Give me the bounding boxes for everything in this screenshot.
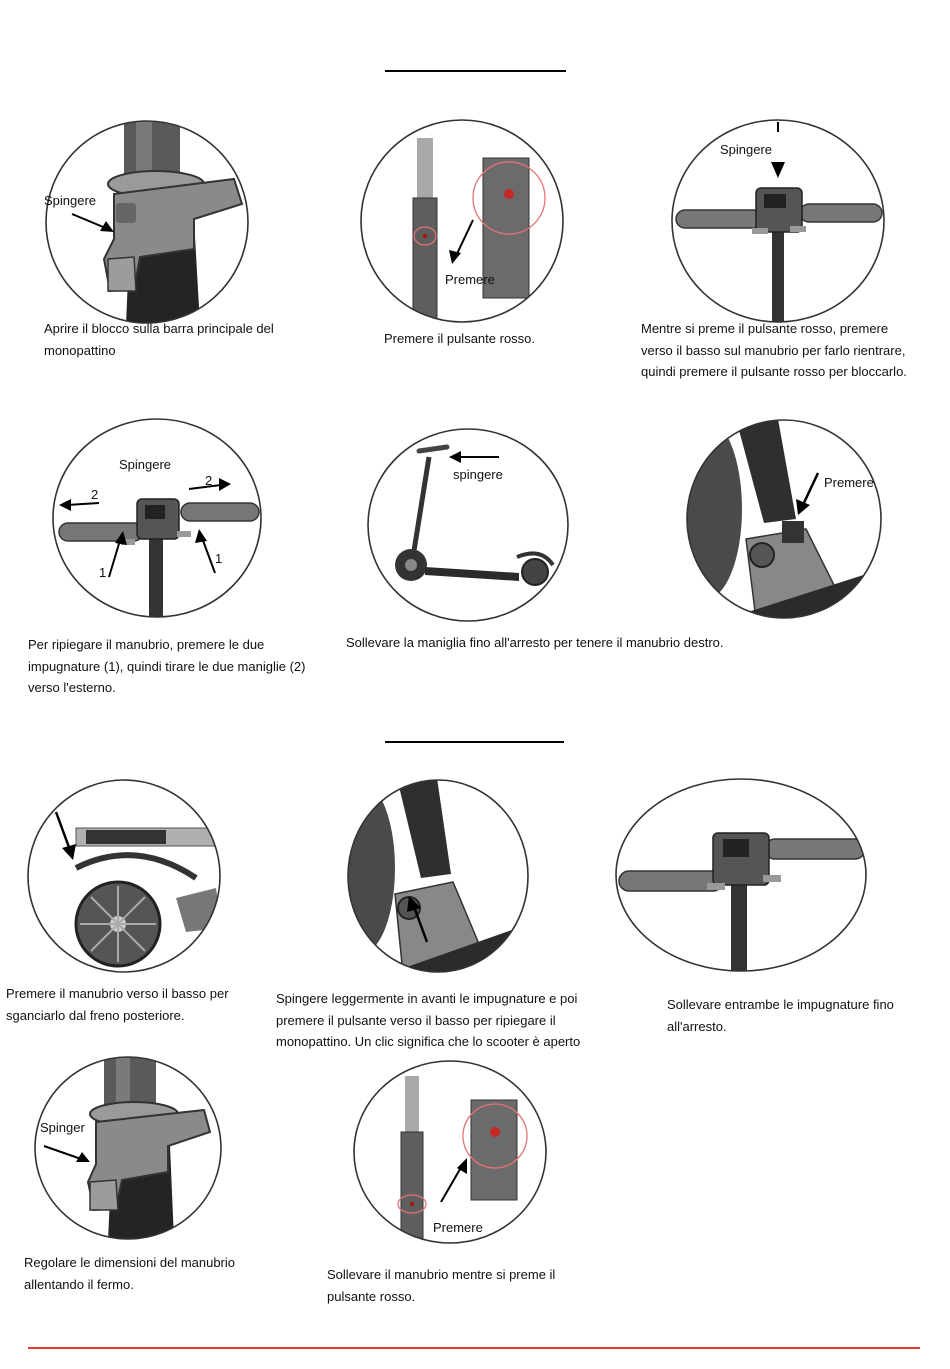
number-2-label: 2 (91, 487, 99, 502)
number-2-label: 2 (205, 473, 213, 488)
grips-illustration (51, 417, 263, 619)
caption-press-red-button: Premere il pulsante rosso. (384, 331, 536, 346)
figure-open-lock (44, 119, 250, 325)
figure-fold-grips (51, 417, 263, 619)
stem-illustration (359, 118, 565, 324)
caption-adjust-size: Regolare le dimensioni del manubrio allentando il fermo. (24, 1255, 236, 1292)
caption-scooter-raise: Sollevare la maniglia fino all'arresto per tenere il manubrio destro. (346, 635, 724, 650)
press-label: Premere (433, 1220, 483, 1235)
section-1-rule (385, 70, 566, 72)
push-label: spingere (453, 467, 503, 482)
push-label: Spingere (720, 142, 773, 157)
caption-raise-grips: Sollevare entrambe le impugnature fino all'arresto. (667, 997, 894, 1034)
caption-fold-grips: Per ripiegare il manubrio, premere le due impugnature (1), quindi tirare le due maniglie (2) verso l'esterno. (28, 637, 306, 695)
figure-lift-red-button (353, 1060, 547, 1244)
number-1-label: 1 (215, 551, 223, 566)
handlebar-raise-illustration (615, 777, 867, 973)
press-label: Premere (445, 272, 495, 287)
figure-lower-handlebar (670, 118, 886, 324)
handlebar-illustration (670, 118, 886, 324)
figure-rear-brake (26, 778, 222, 974)
figure-press-red-button (359, 118, 565, 324)
number-1-label: 1 (99, 565, 107, 580)
section-2-rule (385, 741, 564, 743)
clamp-illustration (44, 119, 250, 325)
footer-accent-line (28, 1347, 920, 1349)
hinge-fold-illustration (347, 778, 529, 974)
figure-hinge-fold (347, 778, 529, 974)
hinge-illustration (686, 419, 882, 619)
caption-hinge-fold: Spingere leggermente in avanti le impugnature e poi premere il pulsante verso il basso per ripiegare il monopattino. Un clic significa che lo scooter è aperto (276, 991, 581, 1049)
clamp-adjust-illustration (34, 1056, 222, 1240)
caption-rear-brake: Premere il manubrio verso il basso per sganciarlo dal freno posteriore. (6, 986, 229, 1023)
figure-adjust-size (34, 1056, 222, 1240)
figure-raise-grips (615, 777, 867, 973)
push-label: Spingere (119, 457, 172, 472)
caption-lift-red-button: Sollevare il manubrio mentre si preme il pulsante rosso. (327, 1267, 556, 1304)
push-label: Spinger (40, 1120, 85, 1135)
caption-open-lock: Aprire il blocco sulla barra principale del monopattino (44, 321, 274, 358)
rear-wheel-illustration (26, 778, 222, 974)
caption-lower-handlebar: Mentre si preme il pulsante rosso, premere verso il basso sul manubrio per farlo rientrare, quindi premere il pulsante rosso per bloccarlo. (641, 321, 907, 379)
red-button-icon (490, 1127, 500, 1137)
stem-lift-illustration (353, 1060, 547, 1244)
push-label: Spingere (44, 193, 97, 208)
scooter-illustration (367, 427, 569, 623)
red-button-icon (504, 189, 514, 199)
figure-hinge-press (686, 419, 882, 619)
press-label: Premere (824, 475, 874, 490)
figure-scooter-raise (367, 427, 569, 623)
